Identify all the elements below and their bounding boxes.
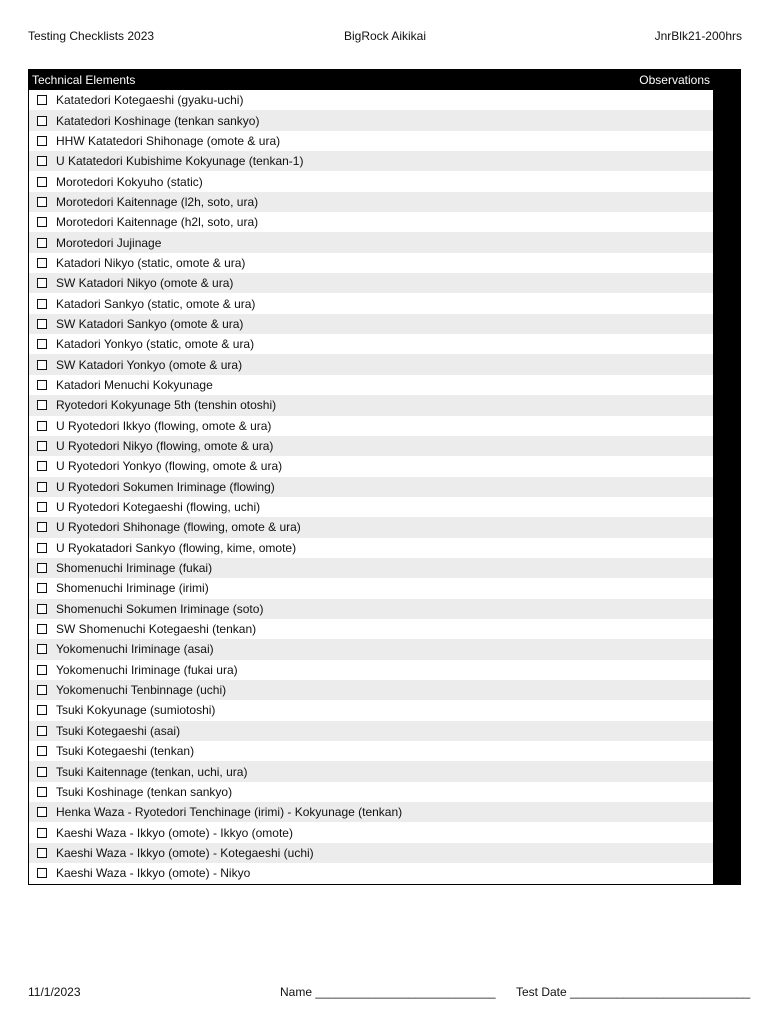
checkbox[interactable] — [37, 807, 47, 817]
checklist-item-label: Tsuki Kokyunage (sumiotoshi) — [56, 703, 216, 718]
header-club: BigRock Aikikai — [343, 29, 427, 43]
checklist-item — [29, 538, 713, 558]
checklist-item — [29, 660, 713, 680]
checklist-item — [29, 578, 713, 598]
checklist-item-label: Katadori Sankyo (static, omote & ura) — [56, 296, 256, 311]
checklist-item — [29, 700, 713, 720]
checklist-item-label: Morotedori Kokyuho (static) — [56, 174, 203, 189]
checklist-item-label: Katatedori Kotegaeshi (gyaku-uchi) — [56, 93, 244, 108]
checklist-item-label: U Ryokatadori Sankyo (flowing, kime, omote) — [56, 540, 297, 555]
checklist-item-label: Katadori Menuchi Kokyunage — [56, 377, 213, 392]
checklist-item-label: Henka Waza - Ryotedori Tenchinage (irimi) - Kokyunage (tenkan) — [56, 805, 403, 820]
checklist-item — [29, 151, 713, 171]
checkbox[interactable] — [37, 238, 47, 248]
checkbox[interactable] — [37, 95, 47, 105]
checklist-item — [29, 416, 713, 436]
checkbox[interactable] — [37, 116, 47, 126]
checklist-item-label: Tsuki Koshinage (tenkan sankyo) — [56, 784, 233, 799]
checkbox[interactable] — [37, 848, 47, 858]
checkbox[interactable] — [37, 360, 47, 370]
checklist-item — [29, 293, 713, 313]
checklist-item — [29, 273, 713, 293]
checklist-item-label: Shomenuchi Sokumen Iriminage (soto) — [56, 601, 264, 616]
checklist-item-label: Ryotedori Kokyunage 5th (tenshin otoshi) — [56, 398, 277, 413]
checklist-item — [29, 456, 713, 476]
checklist-item-label: Katadori Nikyo (static, omote & ura) — [56, 255, 246, 270]
checklist-item-label: SW Katadori Yonkyo (omote & ura) — [56, 357, 243, 372]
checkbox[interactable] — [37, 299, 47, 309]
checkbox[interactable] — [37, 705, 47, 715]
checkbox[interactable] — [37, 177, 47, 187]
checkbox[interactable] — [37, 787, 47, 797]
checkbox[interactable] — [37, 767, 47, 777]
checkbox[interactable] — [37, 726, 47, 736]
checklist-item — [29, 639, 713, 659]
checkbox[interactable] — [37, 522, 47, 532]
checklist-rows — [29, 90, 713, 884]
checkbox[interactable] — [37, 563, 47, 573]
checkbox[interactable] — [37, 319, 47, 329]
checklist-item-label: U Katatedori Kubishime Kokyunage (tenkan-1) — [56, 154, 304, 169]
checklist-item — [29, 802, 713, 822]
header-title: Testing Checklists 2023 — [28, 29, 155, 43]
checkbox[interactable] — [37, 583, 47, 593]
checklist-item-label: U Ryotedori Shihonage (flowing, omote & ura) — [56, 520, 301, 535]
checkbox[interactable] — [37, 400, 47, 410]
checklist-item-label: U Ryotedori Sokumen Iriminage (flowing) — [56, 479, 275, 494]
checklist-item-label: SW Katadori Sankyo (omote & ura) — [56, 316, 244, 331]
checklist-item-label: Yokomenuchi Tenbinnage (uchi) — [56, 683, 227, 698]
checklist-item — [29, 558, 713, 578]
checkbox[interactable] — [37, 197, 47, 207]
table-header — [28, 69, 741, 90]
checklist-item — [29, 599, 713, 619]
checklist-item — [29, 395, 713, 415]
checklist-item-label: Katadori Yonkyo (static, omote & ura) — [56, 337, 255, 352]
checkbox[interactable] — [37, 502, 47, 512]
checkbox[interactable] — [37, 156, 47, 166]
checkbox[interactable] — [37, 482, 47, 492]
checklist-item — [29, 436, 713, 456]
checklist-item-label: U Ryotedori Nikyo (flowing, omote & ura) — [56, 439, 274, 454]
checklist-item — [29, 497, 713, 517]
checklist-item-label: Kaeshi Waza - Ikkyo (omote) - Nikyo — [56, 866, 251, 881]
checklist-item-label: SW Shomenuchi Kotegaeshi (tenkan) — [56, 622, 257, 637]
checkbox[interactable] — [37, 421, 47, 431]
header-code: JnrBlk21-200hrs — [654, 29, 742, 43]
checklist-item-label: SW Katadori Nikyo (omote & ura) — [56, 276, 234, 291]
checklist-item-label: Yokomenuchi Iriminage (fukai ura) — [56, 662, 238, 677]
checklist-item-label: Tsuki Kaitennage (tenkan, uchi, ura) — [56, 764, 248, 779]
checkbox[interactable] — [37, 461, 47, 471]
checklist-item-label: Katatedori Koshinage (tenkan sankyo) — [56, 113, 260, 128]
checklist-item-label: Morotedori Jujinage — [56, 235, 162, 250]
checklist-item — [29, 721, 713, 741]
checklist-item-label: Shomenuchi Iriminage (fukai) — [56, 561, 213, 576]
checkbox[interactable] — [37, 217, 47, 227]
checklist-item — [29, 375, 713, 395]
checklist-item — [29, 517, 713, 537]
checklist-item-label: U Ryotedori Ikkyo (flowing, omote & ura) — [56, 418, 272, 433]
checklist-item-label: U Ryotedori Kotegaeshi (flowing, uchi) — [56, 500, 261, 515]
checkbox[interactable] — [37, 339, 47, 349]
checklist-item-label: Tsuki Kotegaeshi (tenkan) — [56, 744, 195, 759]
checkbox[interactable] — [37, 868, 47, 878]
checklist-item — [29, 822, 713, 842]
checklist-item — [29, 334, 713, 354]
checklist-item — [29, 192, 713, 212]
checkbox[interactable] — [37, 665, 47, 675]
checklist-item — [29, 90, 713, 110]
checkbox[interactable] — [37, 746, 47, 756]
checklist-item-label: Morotedori Kaitennage (h2l, soto, ura) — [56, 215, 259, 230]
checklist-item-label: U Ryotedori Yonkyo (flowing, omote & ura) — [56, 459, 283, 474]
checklist-item — [29, 131, 713, 151]
footer-date: 11/1/2023 — [28, 985, 81, 999]
checklist-item — [29, 253, 713, 273]
checklist-item — [29, 477, 713, 497]
checkbox[interactable] — [37, 258, 47, 268]
checklist-item — [29, 761, 713, 781]
test-date-field[interactable]: Test Date ___________________________ — [516, 985, 751, 999]
checklist-item — [29, 110, 713, 130]
checkbox[interactable] — [37, 604, 47, 614]
checkbox[interactable] — [37, 644, 47, 654]
checklist-item — [29, 619, 713, 639]
name-field[interactable]: Name ___________________________ — [280, 985, 496, 999]
checklist-item — [29, 171, 713, 191]
checkbox[interactable] — [37, 380, 47, 390]
checkbox[interactable] — [37, 828, 47, 838]
checkbox[interactable] — [37, 543, 47, 553]
checklist-item-label: Morotedori Kaitennage (l2h, soto, ura) — [56, 194, 259, 209]
checklist-item — [29, 314, 713, 334]
checklist-item — [29, 232, 713, 252]
checkbox[interactable] — [37, 624, 47, 634]
checklist-item — [29, 212, 713, 232]
checkbox[interactable] — [37, 278, 47, 288]
checklist-item — [29, 843, 713, 863]
checklist-item-label: Kaeshi Waza - Ikkyo (omote) - Kotegaeshi (uchi) — [56, 845, 314, 860]
checklist-item-label: Yokomenuchi Iriminage (asai) — [56, 642, 214, 657]
checklist-item — [29, 782, 713, 802]
checklist-item — [29, 680, 713, 700]
checkbox[interactable] — [37, 136, 47, 146]
checklist-item-label: HHW Katatedori Shihonage (omote & ura) — [56, 133, 281, 148]
checklist-item — [29, 354, 713, 374]
checkbox[interactable] — [37, 441, 47, 451]
checkbox[interactable] — [37, 685, 47, 695]
checklist-table — [28, 69, 741, 885]
checklist-item — [29, 863, 713, 883]
checklist-item-label: Tsuki Kotegaeshi (asai) — [56, 723, 181, 738]
checklist-item-label: Kaeshi Waza - Ikkyo (omote) - Ikkyo (omote) — [56, 825, 293, 840]
checklist-item — [29, 741, 713, 761]
column-observations: Observations — [639, 72, 710, 87]
column-technical-elements: Technical Elements — [32, 72, 136, 87]
checklist-item-label: Shomenuchi Iriminage (irimi) — [56, 581, 209, 596]
